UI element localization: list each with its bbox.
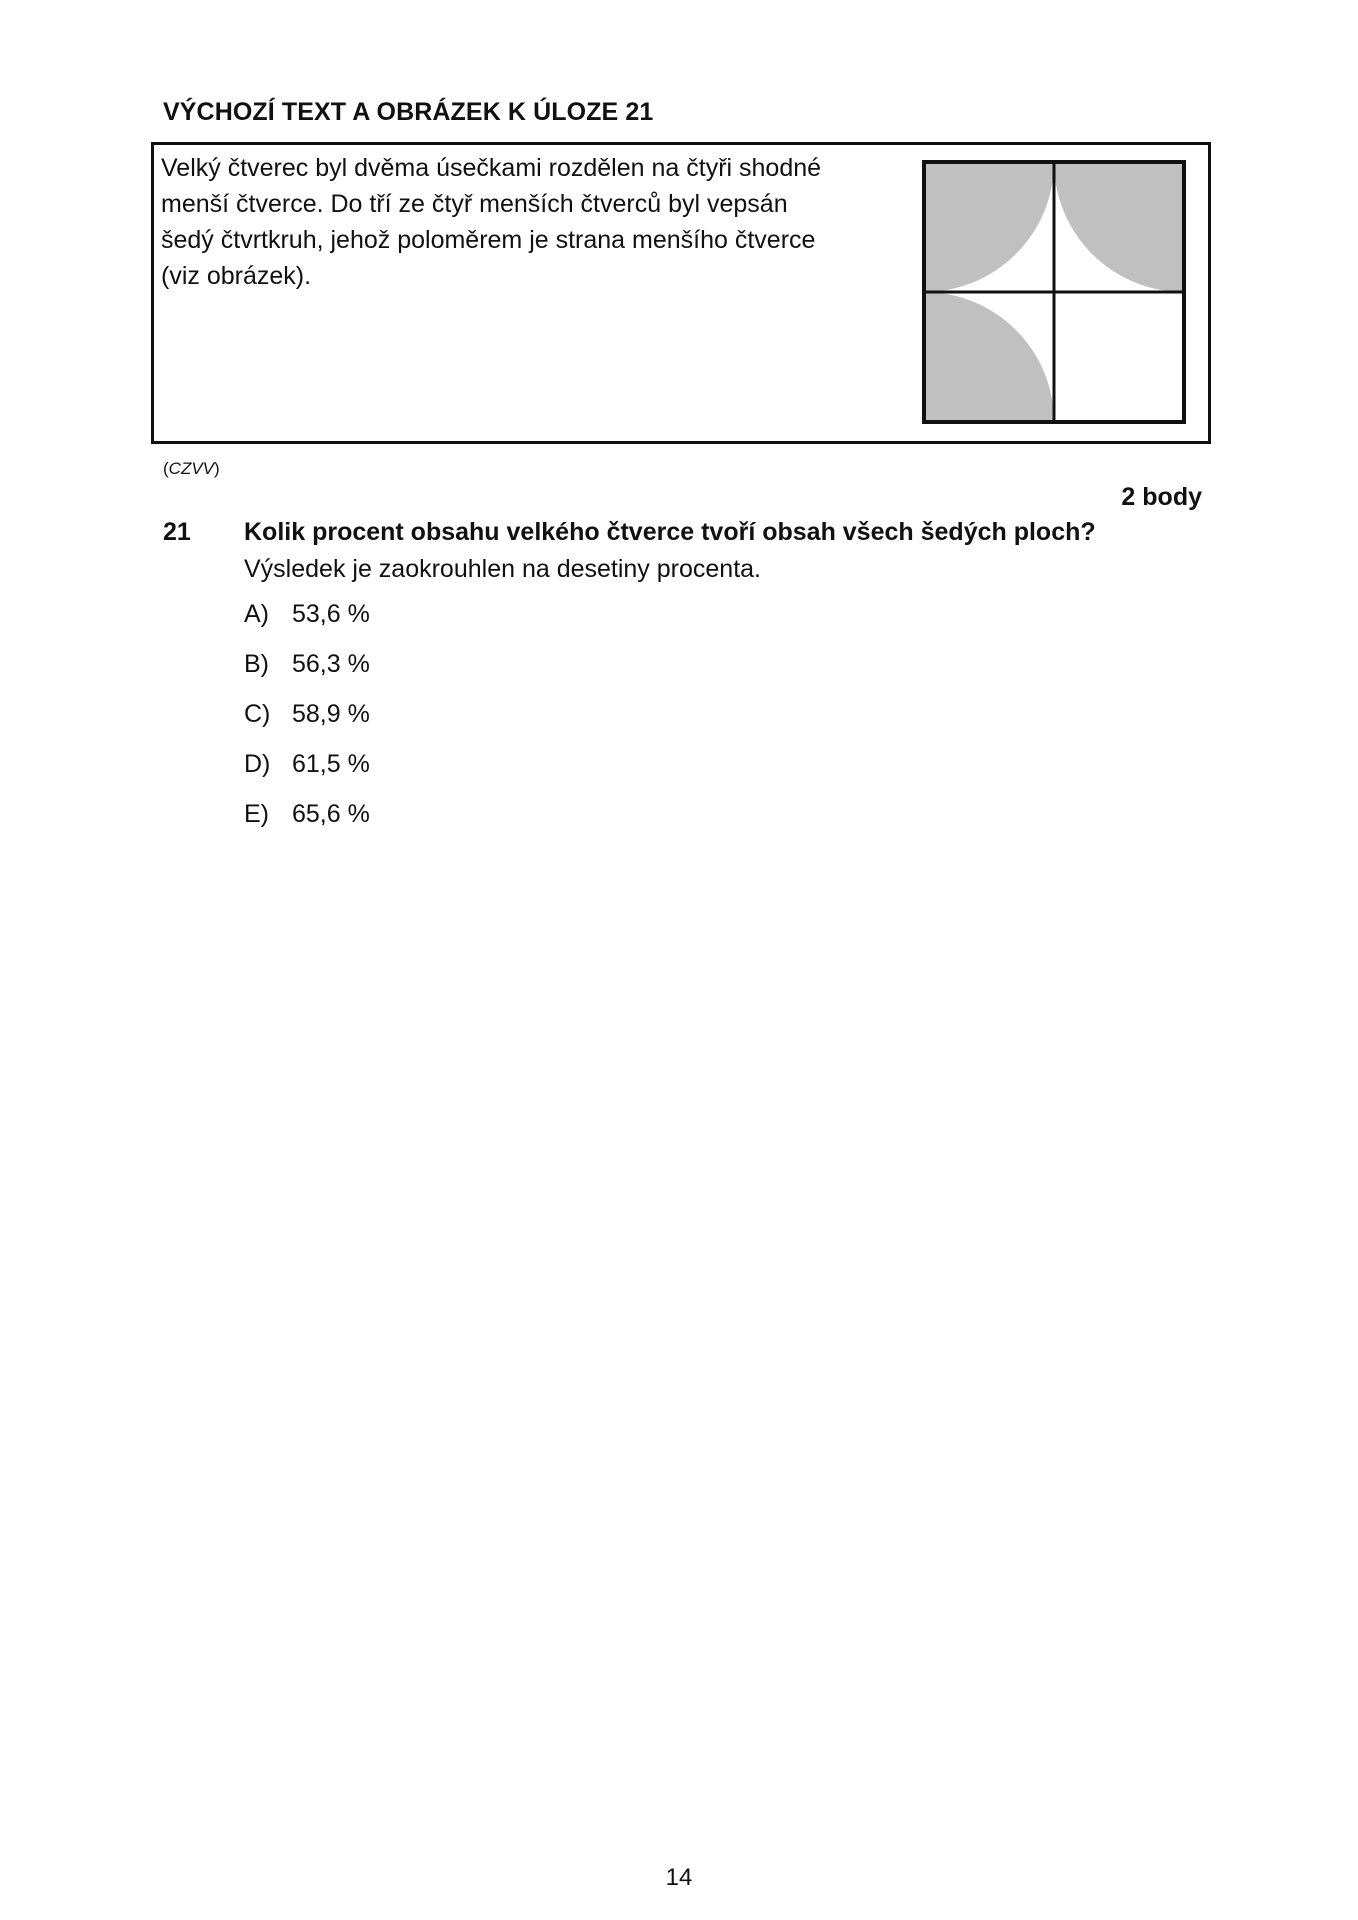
square-figure xyxy=(922,160,1186,424)
option-letter: D) xyxy=(244,750,271,778)
question-note: Výsledek je zaokrouhlen na desetiny procenta. xyxy=(244,555,761,583)
question-text: Kolik procent obsahu velkého čtverce tvoří obsah všech šedých ploch? xyxy=(244,518,1096,546)
answer-option-e[interactable] xyxy=(244,800,370,850)
answer-option-c[interactable] xyxy=(244,700,370,750)
intro-line: menší čtverce. Do tří ze čtyř menších čtverců byl vepsán xyxy=(161,190,788,218)
answer-option-d[interactable] xyxy=(244,750,370,800)
quarter-circle-top-right xyxy=(1054,162,1184,292)
quarter-circle-bottom-left xyxy=(924,292,1054,422)
option-letter: C) xyxy=(244,700,271,728)
intro-line: Velký čtverec byl dvěma úsečkami rozdělen na čtyři shodné xyxy=(161,154,822,182)
intro-text xyxy=(161,150,881,294)
answer-option-b[interactable] xyxy=(244,650,370,700)
option-letter: A) xyxy=(244,600,269,628)
option-value: 58,9 % xyxy=(292,700,370,728)
option-letter: B) xyxy=(244,650,269,678)
option-letter: E) xyxy=(244,800,269,828)
question-number: 21 xyxy=(163,518,191,546)
section-heading: VÝCHOZÍ TEXT A OBRÁZEK K ÚLOZE 21 xyxy=(163,98,654,126)
intro-line: (viz obrázek). xyxy=(161,262,312,290)
option-value: 56,3 % xyxy=(292,650,370,678)
page-number: 14 xyxy=(665,1864,693,1891)
quarter-circle-top-left xyxy=(924,162,1054,292)
option-value: 61,5 % xyxy=(292,750,370,778)
answer-option-a[interactable] xyxy=(244,600,370,650)
option-value: 65,6 % xyxy=(292,800,370,828)
points-label: 2 body xyxy=(1121,483,1202,511)
option-value: 53,6 % xyxy=(292,600,370,628)
source-note: (CZVV) xyxy=(163,459,220,478)
answer-options xyxy=(244,600,370,850)
source-name: CZVV xyxy=(168,459,215,478)
intro-line: šedý čtvrtkruh, jehož poloměrem je strana menšího čtverce xyxy=(161,226,816,254)
